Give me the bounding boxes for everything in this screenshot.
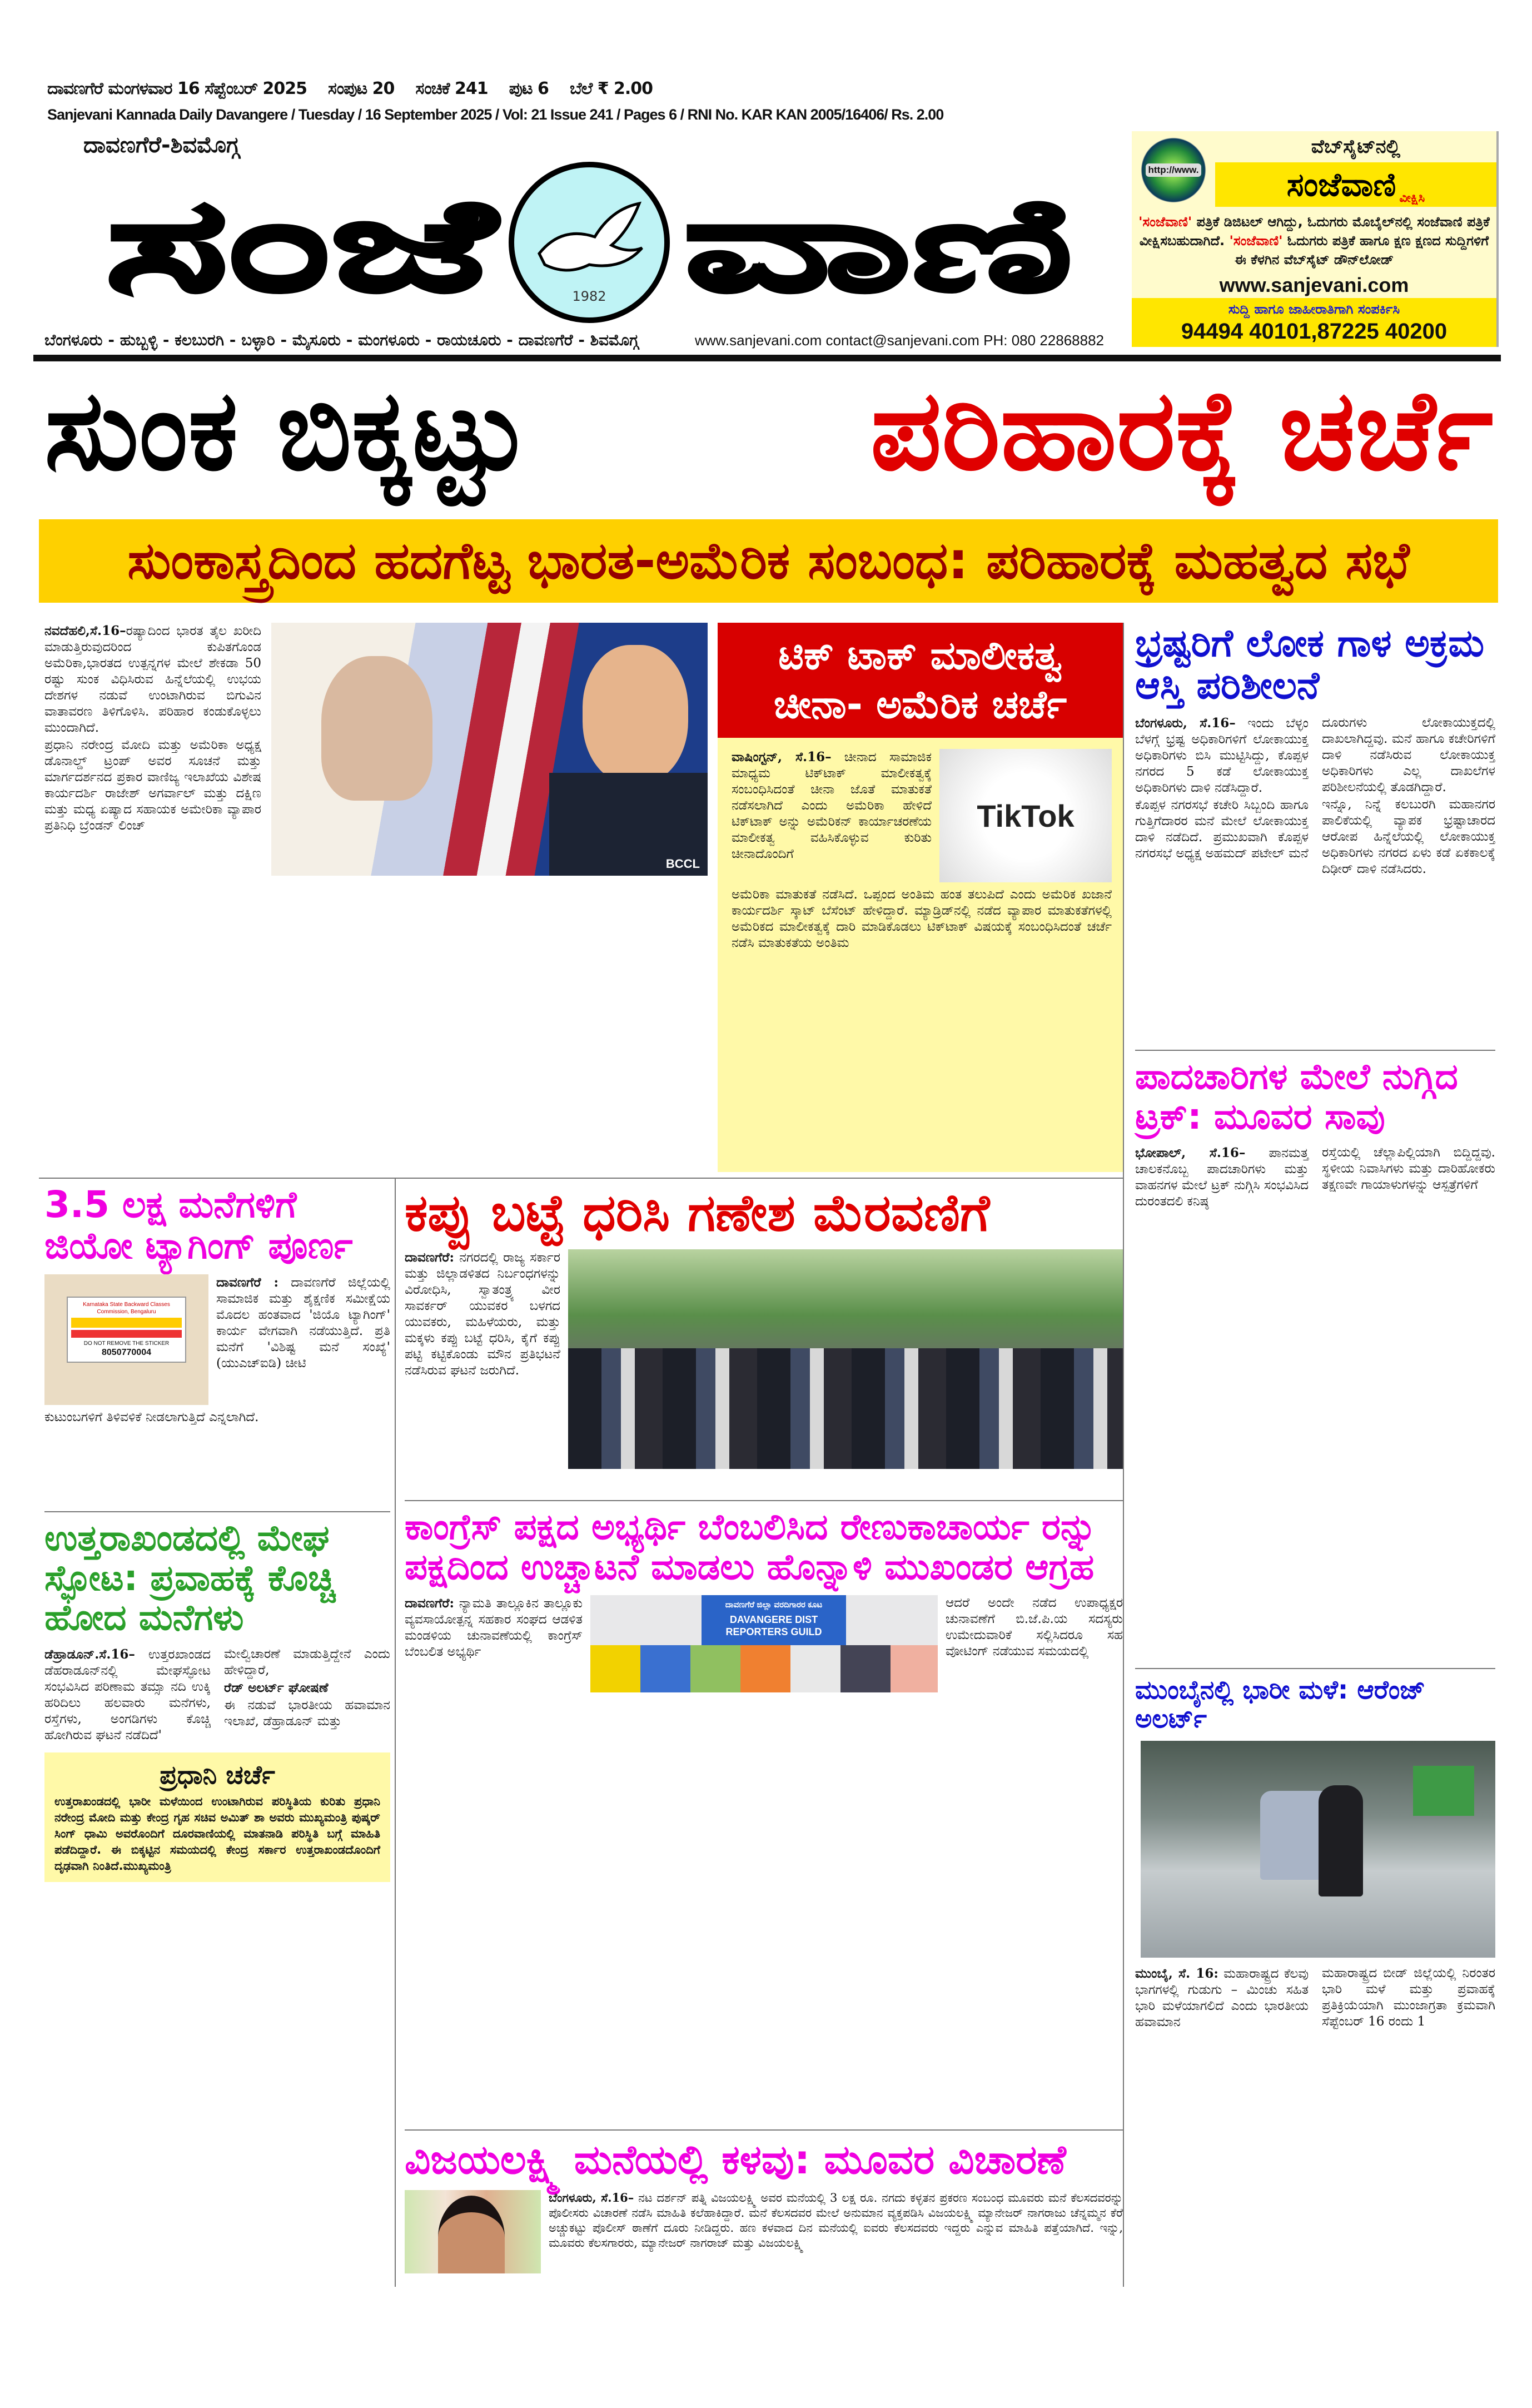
paragraph: ಮಹಾರಾಷ್ಟ್ರದ ಕೆಲವು ಭಾಗಗಳಲ್ಲಿ ಗುಡುಗು – ಮಿಂಚು ಸಹಿತ ಭಾರಿ ಮಳೆಯಾಗಲಿದೆ ಎಂದು ಭಾರತೀಯ ಹವಾಮಾನ [1135, 1967, 1309, 2030]
geotag-row [44, 1274, 390, 1405]
masthead-left [39, 131, 1110, 350]
people-row [590, 1645, 938, 1692]
dateline: ದಾವಣಗೆರೆ: [405, 1596, 454, 1611]
paragraph: ಅಮೆರಿಕಾ ಮಾತುಕತೆ ನಡೆಸಿದೆ. ಒಪ್ಪಂದ ಅಂತಿಮ ಹಂತ ತಲುಪಿದೆ ಎಂದು ಅಮೆರಿಕ ಖಜಾನೆ ಕಾರ್ಯದರ್ಶಿ ಸ್ಕಾಟ್ ಬೆಸೆಂಟ್ ಹೇಳಿದ್ದಾರೆ. ಮ್ಯಾಡ್ರಿಡ್‌ನಲ್ಲಿ ನಡೆದ ವ್ಯಾಪಾರ ಮಾತುಕತೆಗಳಲ್ಲಿ ಅಮೆರಿಕದ ಮಾಲೀಕತ್ವಕ್ಕೆ ದಾರಿ ಮಾಡಿಕೊಡಲು ಟಿಕ್‌ಟಾಕ್ ವಿಷಯಕ್ಕೆ ಸಂಬಂಧಿಸಿದಂತೆ ಚರ್ಚೆ ನಡೆಸಿ ಮಾತುಕತೆಯ ಅಂತಿಮ [732, 887, 1112, 950]
lead-headline [39, 367, 1499, 495]
volume: ಸಂಪುಟ 20 [328, 79, 395, 98]
sticker-uhid-row [71, 1318, 182, 1328]
ad-top-text: ವೆಬ್‌ಸೈಟ್‌ನಲ್ಲಿ [1311, 136, 1401, 158]
portrait [438, 2196, 505, 2273]
truck-story [1135, 1057, 1495, 1669]
congress-body-1 [405, 1595, 583, 1661]
paragraph: ಇಂದು ಬೆಳ್ಳಂ ಬೆಳಗ್ಗೆ ಭ್ರಷ್ಟ ಅಧಿಕಾರಿಗಳಿಗೆ ಲೋಕಾಯುಕ್ತ ಅಧಿಕಾರಿಗಳು ಬಿಸಿ ಮುಟ್ಟಿಸಿದ್ದು, ಕೊಪ್ಪಳ ನಗರದ 5 ಕಡೆ ಲೋಕಾಯುಕ್ತ ಅಧಿಕಾರಿಗಳು ದಾಳಿ ನಡೆಸಿದ್ದಾರೆ. [1135, 716, 1309, 796]
uttarakhand-body [44, 1646, 390, 1744]
geotag-headline: 3.5 ಲಕ್ಷ ಮನೆಗಳಿಗೆ ಜಿಯೋ ಟ್ಯಾಗಿಂಗ್ ಪೂರ್ಣ [44, 1183, 353, 1267]
sticker-survey-row [71, 1330, 182, 1338]
lokayukta-story [1135, 623, 1495, 1051]
dove-emblem-icon [511, 165, 667, 320]
english-edition-line: Sanjevani Kannada Daily Davangere / Tuesday / 16 September 2025 / Vol: 21 Issue 241 / Pages 6 / RNI No. KAR KAN 2005/16406/ Rs. 2.00 [47, 106, 944, 123]
auto-rickshaw [1413, 1766, 1474, 1816]
ad-contact [1132, 298, 1496, 347]
ad-brand [1215, 162, 1496, 207]
congress-headline: ಕಾಂಗ್ರೆಸ್ ಪಕ್ಷದ ಅಭ್ಯರ್ಥಿ ಬೆಂಬಲಿಸಿದ ರೇಣುಕಾಚಾರ್ಯ ರನ್ನು ಪಕ್ಷದಿಂದ ಉಚ್ಚಾಟನೆ ಮಾಡಲು ಹೊನ್ನಾಳಿ ಮುಖಂಡರ ಆಗ್ರಹ [405, 1507, 1097, 1588]
reporters-guild-banner [702, 1595, 846, 1645]
paragraph: ದೂರುಗಳು ಲೋಕಾಯುಕ್ತದಲ್ಲಿ ದಾಖಲಾಗಿದ್ದವು. ಮನೆ ಹಾಗೂ ಕಚೇರಿಗಳಿಗೆ ದಾಳಿ ನಡೆಸಿರುವ ಲೋಕಾಯುಕ್ತ ಅಧಿಕಾರಿಗಳು ಎಲ್ಲ ದಾಖಲೆಗಳ ಪರಿಶೀಲನೆಯಲ್ಲಿ ತೊಡಗಿದ್ದಾರೆ. [1322, 716, 1495, 795]
tiktok-logo-text: TikTok [977, 798, 1075, 833]
lead-photo-column [271, 623, 708, 1172]
paragraph: ಉತ್ತರಖಾಂಡದ ಡೆಹರಾಡೂನ್‌ನಲ್ಲಿ ಮೇಘಸ್ಫೋಟ ಸಂಭವಿಸಿದ ಪರಿಣಾಮ ತಮ್ಸಾ ನದಿ ಉಕ್ಕಿ ಹರಿದಿಲು ಹಲವಾರು ಮನೆಗಳು, ರಸ್ತೆಗಳು, ಅಂಗಡಿಗಳು ಕೊಚ್ಚಿ ಹೋಗಿರುವ ಘಟನೆ ನಡೆದಿದೆ' [44, 1647, 211, 1743]
paragraph: ನಟ ದರ್ಶನ್ ಪತ್ನಿ ವಿಜಯಲಕ್ಷ್ಮಿ ಅವರ ಮನೆಯಲ್ಲಿ 3 ಲಕ್ಷ ರೂ. ನಗದು ಕಳ್ಳತನ ಪ್ರಕರಣ ಸಂಬಂಧ ಮೂವರು ಮನೆ ಕೆಲಸದವರನ್ನು ಪೊಲೀಸರು ವಿಚಾರಣೆ ನಡೆಸಿ ಮಾಹಿತಿ ಕಲೆಹಾಕಿದ್ದಾರೆ. ಮನೆ ಕೆಲಸದವರ ಮೇಲೆ ಅನುಮಾನ ವ್ಯಕ್ತಪಡಿಸಿ ವಿಜಯಲಕ್ಷ್ಮಿ ಮ್ಯಾನೇಜರ್ ನಾಗರಾಜು ಚೆನ್ನಮ್ಮನ ಕೆರೆ ಅಚ್ಚುಕಟ್ಟು ಪೊಲೀಸ್ ಠಾಣೆಗೆ ದೂರು ನೀಡಿದ್ದರು. ಹಣ ಕಳವಾದ ದಿನ ಮನೆಯಲ್ಲಿ ಐವರು ಕೆಲಸದವರು ಇದ್ದರು ಎನ್ನುವ ಮಾಹಿತಿ ಪತ್ತೆಯಾಗಿದೆ. ಇನ್ನು, ಮೂವರು ಕೆಲಸಗಾರರು, ಮ್ಯಾನೇಜರ್ ನಾಗರಾಜ್ ಮತ್ತು ವಿಜಯಲಕ್ಷ್ಮಿ [549, 2191, 1123, 2250]
page-count: ಪುಟ 6 [509, 79, 549, 98]
box-title: ಪ್ರಧಾನಿ ಚರ್ಚೆ [160, 1760, 275, 1790]
subhead: ರೆಡ್ ಅಲರ್ಟ್ ಘೋಷಣೆ [224, 1680, 329, 1696]
globe-icon [1132, 131, 1215, 209]
headline-line: ಟಿಕ್ ಟಾಕ್ ಮಾಲೀಕತ್ವ [778, 633, 1062, 678]
press-meet-photo [590, 1595, 938, 1692]
paragraph: ಆದರೆ ಅಂದೇ ನಡೆದ ಉಪಾಧ್ಯಕ್ಷರ ಚುನಾವಣೆಗೆ ಬಿ.ಜೆ.ಪಿ.ಯ ಸದಸ್ಯರು ಉಮೇದುವಾರಿಕೆ ಸಲ್ಲಿಸಿದರೂ ಸಹ ವೋಟಿಂಗ್ ನಡೆಯುವ ಸಮಯದಲ್ಲಿ [946, 1596, 1123, 1659]
uttarakhand-story [44, 1519, 390, 1889]
logo-text-right: ವಾಣಿ [684, 172, 1073, 320]
sticker-warning: DO NOT REMOVE THE STICKER [83, 1340, 170, 1347]
rider [1319, 1785, 1363, 1896]
ad-brand-suffix: ವೀಕ್ಷಿಸಿ [1399, 191, 1425, 205]
geotag-sticker-photo [44, 1274, 208, 1405]
dateline: ದಾವಣಗೆರೆ: [405, 1250, 454, 1265]
paragraph: ಪಾನಮತ್ತ ಚಾಲಕನೊಬ್ಬ ಪಾದಚಾರಿಗಳು ಮತ್ತು ವಾಹನಗಳ ಮೇಲೆ ಟ್ರಕ್ ನುಗ್ಗಿಸಿ ಸಂಭವಿಸಿದ ದುರಂತದಲಿ ಕನಿಷ್ಠ [1135, 1146, 1309, 1209]
dateline: ದಾವಣಗೆರೆ : [216, 1274, 278, 1290]
ad-msg-red1: 'ಸಂಜೆವಾಣಿ' [1138, 214, 1192, 230]
geotag-body-end [44, 1409, 390, 1426]
lead-article-col1 [44, 623, 261, 1172]
ad-msg-red2: 'ಸಂಜೆವಾಣಿ' [1229, 233, 1283, 249]
ad-message [1132, 209, 1496, 272]
logo-year: 1982 [572, 289, 606, 304]
tiktok-story-box [718, 623, 1123, 1172]
edition-info-strip [39, 78, 1499, 126]
lead-subhead: ಸುಂಕಾಸ್ತ್ರದಿಂದ ಹದಗೆಟ್ಟ ಭಾರತ-ಅಮೆರಿಕ ಸಂಬಂಧ: ಪರಿಹಾರಕ್ಕೆ ಮಹತ್ವದ ಸಭೆ [39, 519, 1498, 603]
tiktok-body-2 [718, 882, 1123, 951]
mumbai-headline: ಮುಂಬೈನಲ್ಲಿ ಭಾರೀ ಮಳೆ: ಆರೆಂಜ್ ಅಲರ್ಟ್ [1135, 1675, 1426, 1734]
paragraph: ಈ ನಡುವೆ ಭಾರತೀಯ ಹವಾಮಾನ ಇಲಾಖೆ, ಡೆಹ್ರಾಡೂನ್ ಮತ್ತು [224, 1698, 390, 1729]
mumbai-story [1135, 1676, 1495, 2038]
dateline: ಮುಂಬೈ, ಸೆ. 16: [1135, 1966, 1218, 1982]
paragraph: ಮಹಾರಾಷ್ಟ್ರದ ಬೀಡ್ ಜಿಲ್ಲೆಯಲ್ಲಿ ನಿರಂತರ ಭಾರಿ ಮಳೆ ಮತ್ತು ಪ್ರವಾಹಕ್ಕೆ ಪ್ರತಿಕ್ರಿಯೆಯಾಗಿ ಮುಂಜಾಗ್ರತಾ ಕ್ರಮವಾಗಿ ಸೆಪ್ಟೆಂಬರ್ 16 ರಂದು 1 [1322, 1966, 1495, 2029]
uttarakhand-headline: ಉತ್ತರಾಖಂಡದಲ್ಲಿ ಮೇಘ ಸ್ಫೋಟ: ಪ್ರವಾಹಕ್ಕೆ ಕೊಚ್ಚಿ ಹೋದ ಮನೆಗಳು [44, 1518, 336, 1639]
ad-header-text [1215, 131, 1496, 209]
mumbai-body [1135, 1965, 1495, 2032]
masthead-rule [33, 355, 1501, 361]
contact-line[interactable]: www.sanjevani.com contact@sanjevani.com PH: 080 22868882 [694, 332, 1104, 349]
mumbai-rain-photo [1141, 1741, 1495, 1958]
ad-url[interactable]: www.sanjevani.com [1219, 274, 1409, 296]
edition-name: ದಾವಣಗೆರೆ-ಶಿವಮೊಗ್ಗ [83, 132, 240, 158]
center-column [401, 1179, 1124, 2287]
tiktok-headline [718, 623, 1123, 738]
dateline: ಬೆಂಗಳೂರು, ಸೆ.16– [549, 2190, 634, 2205]
banner-en: DAVANGERE DIST REPORTERS GUILD [725, 1614, 822, 1638]
lokayukta-headline: ಭ್ರಷ್ಟರಿಗೆ ಲೋಕ ಗಾಳ ಅಕ್ರಮ ಆಸ್ತಿ ಪರಿಶೀಲನೆ [1135, 622, 1485, 708]
sticker-helpline: 8050770004 [102, 1347, 151, 1357]
photo-figure-left [321, 656, 432, 801]
congress-story [405, 1508, 1123, 2131]
photo-figure-right [583, 645, 688, 784]
dateline: ಭೋಪಾಲ್, ಸೆ.16– [1135, 1145, 1246, 1161]
vijayalakshmi-photo [405, 2190, 541, 2273]
top-stories [39, 623, 1124, 1179]
paragraph: ದಾವಣಗೆರೆ ಜಿಲ್ಲೆಯಲ್ಲಿ ಸಾಮಾಜಿಕ ಮತ್ತು ಶೈಕ್ಷಣಿಕ ಸಮೀಕ್ಷೆಯ ಮೊದಲ ಹಂತವಾದ 'ಜಿಯೊ ಟ್ಯಾಗಿಂಗ್' ಕಾರ್ಯ ವೇಗವಾಗಿ ನಡೆಯುತ್ತಿದೆ. ಪ್ರತಿ ಮನೆಗೆ 'ವಿಶಿಷ್ಟ ಮನೆ ಸಂಖ್ಯೆ' (ಯುಎಚ್‌ಐಡಿ) ಚೀಟಿ [216, 1275, 391, 1371]
left-column [39, 1179, 396, 2287]
issue-number: ಸಂಚಿಕೆ 241 [415, 79, 488, 98]
ganesha-headline: ಕಪ್ಪು ಬಟ್ಟೆ ಧರಿಸಿ ಗಣೇಶ ಮೆರವಣಿಗೆ [405, 1183, 990, 1243]
lokayukta-body [1135, 715, 1495, 877]
photo-credit: BCCL [665, 857, 700, 871]
ad-phones: 94494 40101,87225 40200 [1181, 319, 1448, 344]
truck-headline: ಪಾದಚಾರಿಗಳ ಮೇಲೆ ನುಗ್ಗಿದ ಟ್ರಕ್: ಮೂವರ ಸಾವು [1135, 1056, 1458, 1138]
crowd [568, 1348, 1123, 1469]
dateline: ನವದೆಹಲಿ,ಸೆ.16– [44, 623, 126, 638]
tiktok-body-1 [732, 749, 932, 863]
paragraph: ಕುಟುಂಬಗಳಿಗೆ ತಿಳಿವಳಿಕೆ ನೀಡಲಾಗುತ್ತಿದೆ ಎನ್ನಲಾಗಿದೆ. [44, 1409, 259, 1424]
theft-body [549, 2190, 1123, 2252]
lead-headline-black: ಸುಂಕ ಬಿಕ್ಕಟ್ಟು [44, 366, 529, 495]
dateline: ಡೆಹ್ರಾಡೂನ್.ಸೆ.16– [44, 1647, 135, 1662]
sticker-org: Karnataka State Backward Classes Commission, Bengaluru [83, 1301, 170, 1315]
masthead-logo [94, 159, 1084, 326]
sticker [67, 1297, 186, 1363]
paragraph: ರಸ್ತೆಯಲ್ಲಿ ಚೆಲ್ಲಾಪಿಲ್ಲಿಯಾಗಿ ಬಿದ್ದಿದ್ದವು. ಸ್ಥಳೀಯ ನಿವಾಸಿಗಳು ಮತ್ತು ದಾರಿಹೋಕರು ತಕ್ಷಣವೇ ಗಾಯಾಳುಗಳನ್ನು ಆಸ್ಪತ್ರೆಗಳಿಗೆ [1322, 1145, 1495, 1193]
ad-cta: ಸುದ್ದಿ ಹಾಗೂ ಜಾಹೀರಾತಿಗಾಗಿ ಸಂಪರ್ಕಿಸಿ [1228, 301, 1400, 317]
dateline: ವಾಷಿಂಗ್ಟನ್, ಸೆ.16– [732, 749, 832, 764]
ad-brand-name: ಸಂಜೆವಾಣಿ [1286, 166, 1396, 203]
paragraph: ಪ್ರಧಾನಿ ನರೇಂದ್ರ ಮೋದಿ ಮತ್ತು ಅಮೆರಿಕಾ ಅಧ್ಯಕ್ಷ ಡೊನಾಲ್ಡ್ ಟ್ರಂಪ್ ಅವರ ಸೂಚನೆ ಮತ್ತು ಮಾರ್ಗದರ್ಶನದ ಪ್ರಕಾರ ವಾಣಿಜ್ಯ ಇಲಾಖೆಯ ವಿಶೇಷ ಕಾರ್ಯದರ್ಶಿ ರಾಜೇಶ್ ಅಗರ್ವಾಲ್ ಮತ್ತು ದಕ್ಷಿಣ ಮತ್ತು ಮಧ್ಯ ಏಷ್ಯಾದ ಸಹಾಯಕ ಅಮೇರಿಕಾ ವ್ಯಾಪಾರ ಪ್ರತಿನಿಧಿ ಬ್ರೆಂಡನ್ ಲಿಂಚ್ [44, 738, 261, 833]
truck-body [1135, 1145, 1495, 1210]
ganesha-row [405, 1249, 1123, 1469]
headline-line: ಚೀನಾ- ಅಮೆರಿಕ ಚರ್ಚೆ [773, 681, 1067, 727]
congress-body-2 [946, 1595, 1123, 1661]
pm-discussion-box [44, 1752, 390, 1882]
theft-row [405, 2190, 1123, 2273]
paragraph: ನ್ಯಾಮತಿ ತಾಲ್ಲೂಕಿನ ತಾಲ್ಲೂಕು ವ್ಯವಸಾಯೋತ್ಪನ್ನ ಸಹಕಾರ ಸಂಘದ ಆಡಳಿತ ಮಂಡಳಿಯ ಚುನಾವಣೆಯಲ್ಲಿ ಕಾಂಗ್ರೆಸ್ ಬೆಂಬಲಿತ ಅಭ್ಯರ್ಥಿ [405, 1596, 583, 1660]
congress-row [405, 1595, 1123, 1692]
banner-kn: ದಾವಣಗೆರೆ ಜಿಲ್ಲಾ ವರದಿಗಾರರ ಕೂಟ [725, 1600, 823, 1610]
masthead-info-line [39, 326, 1110, 350]
paragraph: ಚೀನಾದ ಸಾಮಾಜಿಕ ಮಾಧ್ಯಮ ಟಿಕ್‌ಟಾಕ್ ಮಾಲೀಕತ್ವಕ್ಕೆ ಸಂಬಂಧಿಸಿದಂತೆ ಚೀನಾ ಜೊತೆ ಮಾತುಕತೆ ನಡೆಸಲಾಗಿದೆ ಎಂದು ಅಮೆರಿಕಾ ಹೇಳಿದೆ ಟಿಕ್‌ಟಾಕ್ ಅನ್ನು ಅಮೆರಿಕನ್ ಕಾರ್ಯಾಚರಣೆಯ ಮಾಲೀಕತ್ವ ವಹಿಸಿಕೊಳ್ಳುವ ಕುರಿತು ಚೀನಾದೊಂದಿಗೆ [732, 750, 932, 861]
tiktok-photo [939, 749, 1112, 882]
ad-header [1132, 131, 1496, 209]
ad-msg1: ಪತ್ರಿಕೆ ಡಿಜಿಟಲ್ ಆಗಿದ್ದು, ಓದುಗರು ಮೊಬೈಲ್‌ನಲ್ಲಿ ಸಂಜೆವಾಣಿ ಪತ್ರಿಕೆ ವೀಕ್ಷಿಸಬಹುದಾಗಿದೆ. [1139, 214, 1490, 249]
lead-headline-red: ಪರಿಹಾರಕ್ಕೆ ಚರ್ಚೆ [870, 366, 1493, 495]
right-column [1130, 623, 1495, 2287]
price: ಬೆಲೆ ₹ 2.00 [569, 79, 653, 98]
tiktok-intro [718, 738, 1123, 882]
modi-trump-photo [271, 623, 708, 876]
masthead [39, 131, 1499, 350]
paragraph: ಕೊಪ್ಪಳ ನಗರಸಭೆ ಕಚೇರಿ ಸಿಬ್ಬಂದಿ ಹಾಗೂ ಗುತ್ತಿಗೆದಾರರ ಮನೆ ಮೇಲೆ ಲೋಕಾಯುಕ್ತ ದಾಳಿ ನಡೆದಿದೆ. ಪ್ರಮುಖವಾಗಿ ಕೊಪ್ಪಳ ನಗರಸಭೆ ಅಧ್ಯಕ್ಷ ಅಹಮದ್ ಪಟೇಲ್ ಮನೆ [1135, 798, 1309, 861]
page-body [39, 623, 1501, 2287]
paragraph: ನಗರದಲ್ಲಿ ರಾಜ್ಯ ಸರ್ಕಾರ ಮತ್ತು ಜಿಲ್ಲಾಡಳಿತದ ನಿರ್ಬಂಧಗಳನ್ನು ವಿರೋಧಿಸಿ, ಸ್ವಾತಂತ್ರ್ಯ ವೀರ ಸಾವರ್ಕರ್ ಯುವಕರ ಬಳಗದ ಯುವಕರು, ಮಹಿಳೆಯರು, ಮತ್ತು ಮಕ್ಕಳು ಕಪ್ಪು ಬಟ್ಟೆ ಧರಿಸಿ, ಕೈಗೆ ಕಪ್ಪು ಪಟ್ಟಿ ಕಟ್ಟಿಕೊಂಡು ಮೌನ ಪ್ರತಿಭಟನೆ ನಡೆಸಿರುವ ಘಟನೆ ಜರುಗಿದೆ. [405, 1250, 561, 1378]
box-text: ಉತ್ತರಾಖಂಡದಲ್ಲಿ ಭಾರೀ ಮಳೆಯಿಂದ ಉಂಟಾಗಿರುವ ಪರಿಸ್ಥಿತಿಯ ಕುರಿತು ಪ್ರಧಾನಿ ನರೇಂದ್ರ ಮೋದಿ ಮತ್ತು ಕೇಂದ್ರ ಗೃಹ ಸಚಿವ ಅಮಿತ್ ಶಾ ಅವರು ಮುಖ್ಯಮಂತ್ರಿ ಪುಷ್ಕರ್ ಸಿಂಗ್ ಧಾಮಿ ಅವರೊಂದಿಗೆ ದೂರವಾಣಿಯಲ್ಲಿ ಮಾತನಾಡಿ ಪರಿಸ್ಥಿತಿ ಬಗ್ಗೆ ಮಾಹಿತಿ ಪಡೆದಿದ್ದಾರೆ. ಈ ಬಿಕ್ಕಟ್ಟಿನ ಸಮಯದಲ್ಲಿ ಕೇಂದ್ರ ಸರ್ಕಾರ ಉತ್ತರಾಖಂಡದೊಂದಿಗೆ ದೃಢವಾಗಿ ನಿಂತಿದೆ.ಮುಖ್ಯಮಂತ್ರಿ [54, 1795, 380, 1873]
theft-story [405, 2137, 1123, 2280]
geotag-story [44, 1184, 390, 1512]
edition-cities: ಬೆಂಗಳೂರು - ಹುಬ್ಬಳ್ಳಿ - ಕಲಬುರಗಿ - ಬಳ್ಳಾರಿ - ಮೈಸೂರು - ಮಂಗಳೂರು - ರಾಯಚೂರು - ದಾವಣಗೆರೆ - ಶಿವಮೊಗ್ಗ [44, 331, 639, 349]
theft-headline: ವಿಜಯಲಕ್ಷ್ಮಿ ಮನೆಯಲ್ಲಿ ಕಳವು: ಮೂವರ ವಿಚಾರಣೆ [405, 2136, 1066, 2183]
paragraph: ಮೇಲ್ವಿಚಾರಣೆ ಮಾಡುತ್ತಿದ್ದೇನೆ ಎಂದು ಹೇಳಿದ್ದಾರೆ, [224, 1647, 390, 1678]
globe-url: http://www. [1146, 163, 1202, 177]
ganesha-story [405, 1184, 1123, 1501]
ad-msg2: ಓದುಗರು ಪತ್ರಿಕೆ ಹಾಗೂ ಕ್ಷಣ ಕ್ಷಣದ ಸುದ್ದಿಗಳಿಗೆ ಈ ಕೆಳಗಿನ ವೆಬ್‌ಸೈಟ್ ಡೌನ್‌ಲೋಡ್ [1234, 233, 1489, 267]
ganesha-body [405, 1249, 560, 1380]
logo-text-left: ಸಂಜೆ [106, 172, 499, 320]
issue-date: ದಾವಣಗೆರೆ ಮಂಗಳವಾರ 16 ಸೆಪ್ಟೆಂಬರ್ 2025 [47, 79, 307, 98]
geotag-body [216, 1274, 390, 1373]
paragraph: ರಷ್ಯಾದಿಂದ ಭಾರತ ತೈಲ ಖರೀದಿ ಮಾಡುತ್ತಿರುವುದರಿಂದ ಕುಪಿತಗೊಂಡ ಅಮೆರಿಕಾ,ಭಾರತದ ಉತ್ಪನ್ನಗಳ ಮೇಲೆ ಶೇಕಡಾ 50 ರಷ್ಟು ಸುಂಕ ವಿಧಿಸಿರುವ ಹಿನ್ನೆಲೆಯಲ್ಲಿ ಉಭಯ ದೇಶಗಳ ನಡುವೆ ಉಂಟಾಗಿರುವ ಬಿಗುವಿನ ವಾತಾವರಣ ತಿಳಿಗೊಳಿಸಿ. ಪರಿಹಾರ ಕಂಡುಕೊಳ್ಳಲು ಮುಂದಾಗಿದೆ. [44, 624, 261, 735]
website-ad[interactable] [1132, 131, 1499, 347]
paragraph: ಇನ್ನೊ, ನಿನ್ನೆ ಕಲಬುರಗಿ ಮಹಾನಗರ ಪಾಲಿಕೆಯಲ್ಲಿ ವ್ಯಾಪಕ ಭ್ರಷ್ಟಾಚಾರದ ಆರೋಪ ಹಿನ್ನೆಲೆಯಲ್ಲಿ ಲೋಕಾಯುಕ್ತ ಅಧಿಕಾರಿಗಳು ನಗರದ ಏಳು ಕಡೆ ಏಕಕಾಲಕ್ಕೆ ದಿಢೀರ್ ದಾಳಿ ನಡೆಸಿದರು. [1322, 797, 1495, 877]
ganesha-procession-photo [568, 1249, 1123, 1469]
dateline: ಬೆಂಗಳೂರು, ಸೆ.16– [1135, 716, 1236, 731]
